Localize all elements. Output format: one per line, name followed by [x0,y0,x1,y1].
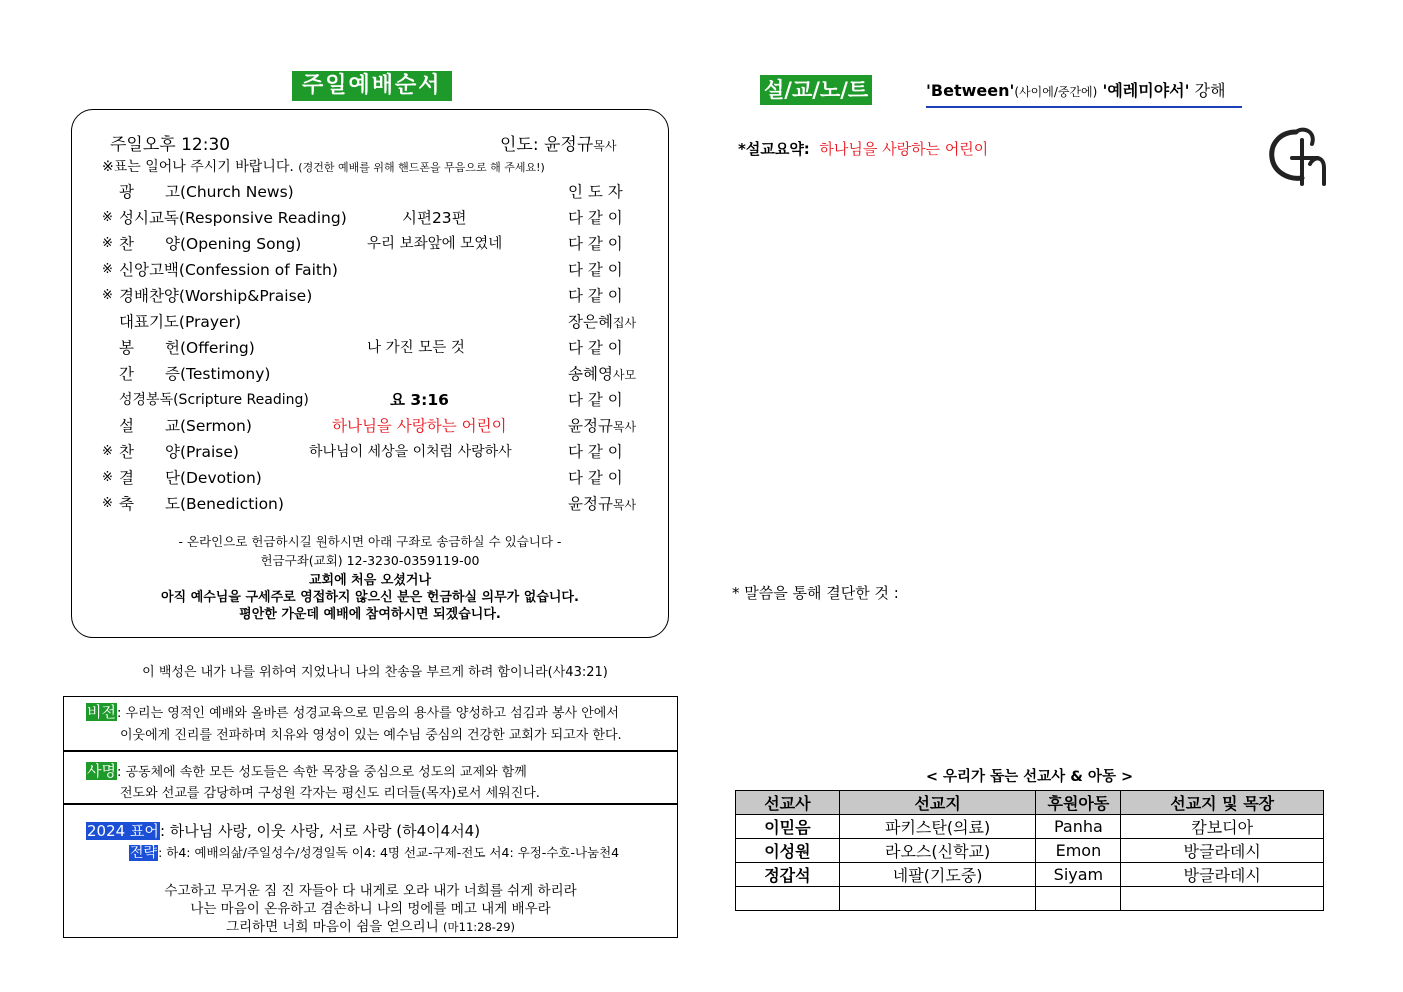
standing-mark: ※ [102,262,113,277]
order-row [72,413,672,439]
order-item-leader: 다 같 이 [568,443,623,461]
order-item-detail: 우리 보좌앞에 모였네 [367,236,503,252]
worship-order-title: 주일예배순서 [292,71,452,101]
decision-label: * 말씀을 통해 결단한 것 : [732,584,899,602]
vision-line-2: 이웃에게 진리를 전파하며 치유와 영성이 있는 예수님 중심의 건강한 교회가 되고자 한다. [120,728,622,743]
order-item-name: 대표기도(Prayer) [119,313,242,331]
table-cell: 이성원 [736,839,840,863]
order-row [72,465,672,491]
mission-line-1: 사명: 공동체에 속한 모든 성도들은 속한 목장을 중심으로 성도의 교제와 함께 [87,762,527,780]
order-item-leader: 다 같 이 [568,287,623,305]
welcome-line-1: 교회에 처음 오셨거나 [308,573,432,588]
table-cell [736,887,840,911]
order-row [72,309,672,335]
table-cell: Siyam [1036,863,1121,887]
sermon-summary: *설교요약: 하나님을 사랑하는 어린이 [738,140,989,158]
table-cell [1121,887,1324,911]
order-row [72,439,672,465]
order-item-name: 간 증(Testimony) [119,365,271,383]
table-cell [1036,887,1121,911]
online-offering-note: - 온라인으로 헌금하시길 원하시면 아래 구좌로 송금하실 수 있습니다 - [178,534,562,549]
sermon-series: 'Between'(사이에/중간에) '예레미야서' 강해 [926,78,1242,108]
order-item-detail: 하나님을 사랑하는 어린이 [332,417,507,435]
order-item-name: 봉 헌(Offering) [119,339,255,357]
table-header: 선교지 [839,791,1036,815]
standing-mark: ※ [102,470,113,485]
order-row [72,205,672,231]
offering-account: 헌금구좌(교회) 12-3230-0359119-00 [260,553,480,568]
service-time: 주일오후 12:30 [110,135,231,155]
order-row [72,257,672,283]
order-row [72,361,672,387]
order-item-name: 찬 양(Praise) [119,443,239,461]
table-cell: 캄보디아 [1121,815,1324,839]
order-row [72,231,672,257]
standing-mark: ※ [102,288,113,303]
mission-box [63,750,678,805]
vision-box [63,696,678,752]
order-item-leader: 다 같 이 [568,339,623,357]
order-item-name: 축 도(Benediction) [119,495,284,513]
table-row [736,815,1324,839]
table-row [736,839,1324,863]
table-cell: 방글라데시 [1121,839,1324,863]
order-item-leader: 다 같 이 [568,469,623,487]
order-item-name: 경배찬양(Worship&Praise) [119,287,313,305]
table-cell: 이믿음 [736,815,840,839]
order-item-leader: 송혜영사모 [568,365,637,383]
table-cell: 방글라데시 [1121,863,1324,887]
table-row [736,863,1324,887]
order-item-detail: 나 가진 모든 것 [367,340,465,356]
order-row [72,283,672,309]
table-row [736,887,1324,911]
vision-line-1: 비전: 우리는 영적인 예배와 올바른 성경교육으로 믿음의 용사를 양성하고 섬김과 봉사 안에서 [87,703,619,721]
order-item-leader: 장은혜집사 [568,313,637,331]
theme-verse: 이 백성은 내가 나를 위하여 지었나니 나의 찬송을 부르게 하려 함이니라(사43:21) [142,665,608,680]
closing-verse-3: 그리하면 너희 마음이 쉼을 얻으리니 (마11:28-29) [225,919,516,935]
table-header: 선교사 [736,791,840,815]
table-cell: 라오스(신학교) [839,839,1036,863]
sermon-note-title: 설/교/노/트 [760,75,872,105]
church-cross-logo-icon [1266,122,1336,196]
table-cell: Panha [1036,815,1121,839]
mission-line-2: 전도와 선교를 감당하며 구성원 각자는 평신도 리더들(목자)로서 세워진다. [120,786,540,801]
standing-mark: ※ [102,444,113,459]
order-item-name: 찬 양(Opening Song) [119,235,302,253]
order-item-detail: 요 3:16 [390,391,449,409]
order-item-leader: 인 도 자 [568,183,623,201]
order-item-name: 성시교독(Responsive Reading) [119,209,347,227]
order-item-leader: 다 같 이 [568,391,623,409]
table-cell [839,887,1036,911]
standing-mark: ※ [102,236,113,251]
order-item-name: 성경봉독(Scripture Reading) [119,392,309,408]
table-cell: 파키스탄(의료) [839,815,1036,839]
worship-order-box [71,109,669,638]
order-item-leader: 윤정규목사 [568,495,637,513]
order-item-detail: 하나님이 세상을 이처럼 사랑하사 [309,444,512,460]
goal-line: 2024 표어: 하나님 사랑, 이웃 사랑, 서로 사랑 (하4이4서4) [87,822,481,840]
order-row [72,491,672,517]
order-item-name: 광 고(Church News) [119,183,294,201]
order-item-leader: 다 같 이 [568,235,623,253]
standing-mark: ※ [102,496,113,511]
missionary-table [735,790,1324,911]
standing-note: ※표는 일어나 주시기 바랍니다. (경건한 예배를 위해 핸드폰을 무음으로 해 주세요!) [102,159,545,175]
table-cell: Emon [1036,839,1121,863]
order-item-name: 신앙고백(Confession of Faith) [119,261,338,279]
order-item-leader: 윤정규목사 [568,417,637,435]
order-row [72,387,672,413]
order-item-leader: 다 같 이 [568,261,623,279]
welcome-line-3: 평안한 가운데 예배에 참여하시면 되겠습니다. [239,607,501,622]
table-cell: 네팔(기도중) [839,863,1036,887]
closing-verse-1: 수고하고 무거운 짐 진 자들아 다 내게로 오라 내가 너희를 쉬게 하리라 [164,883,577,899]
order-item-name: 설 교(Sermon) [119,417,252,435]
goal-box [63,803,678,938]
order-row [72,179,672,205]
order-item-name: 결 단(Devotion) [119,469,262,487]
table-header: 후원아동 [1036,791,1121,815]
standing-mark: ※ [102,210,113,225]
order-row [72,335,672,361]
service-leader: 인도: 윤정규목사 [500,135,617,155]
order-item-detail: 시편23편 [402,209,467,227]
strategy-line: 전략: 하4: 예배의삶/주일성수/성경일독 이4: 4명 선교-구제-전도 서4: 우정-수호-나눔천4 [130,845,620,861]
missionary-title: < 우리가 돕는 선교사 & 아동 > [925,769,1134,785]
order-item-leader: 다 같 이 [568,209,623,227]
closing-verse-2: 나는 마음이 온유하고 겸손하니 나의 멍에를 메고 내게 배우라 [190,901,551,917]
table-cell: 정갑석 [736,863,840,887]
table-header: 선교지 및 목장 [1121,791,1324,815]
welcome-line-2: 아직 예수님을 구세주로 영접하지 않으신 분은 헌금하실 의무가 없습니다. [161,590,579,605]
